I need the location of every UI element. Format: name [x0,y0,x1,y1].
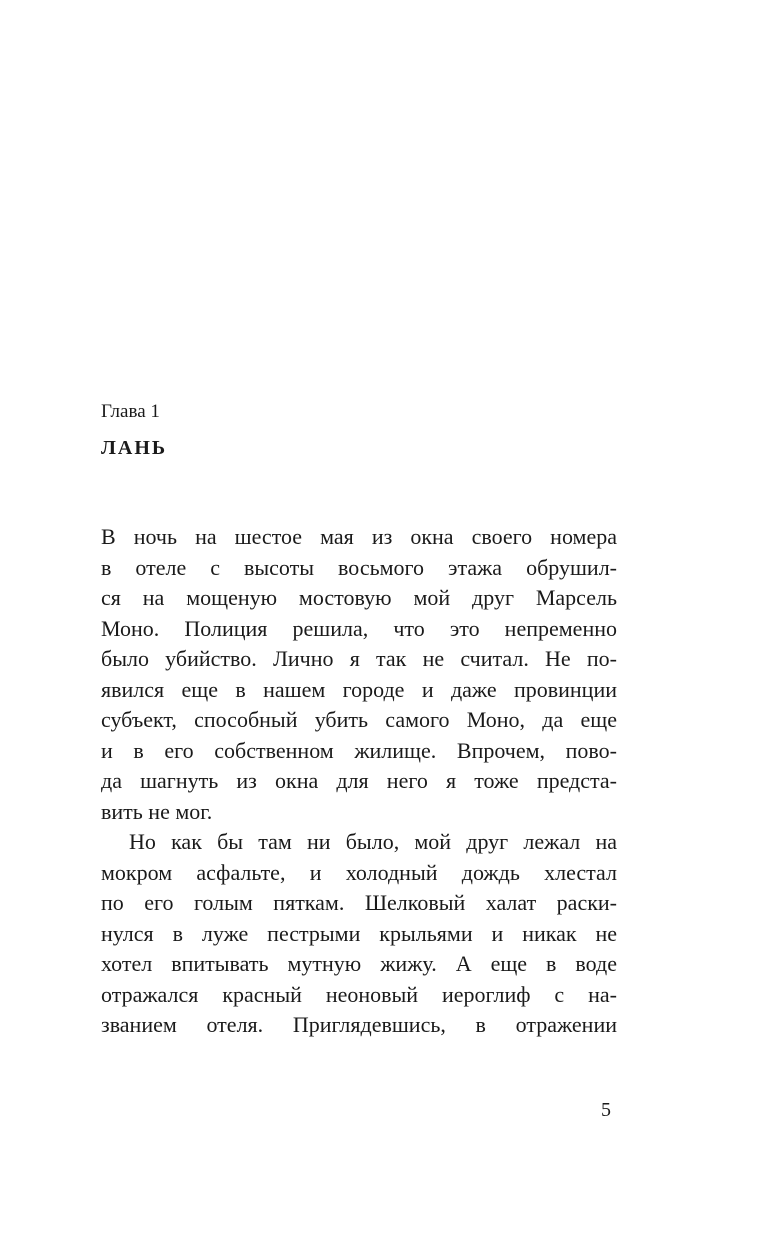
text-line: вить не мог. [101,798,213,824]
text-line: хотел впитывать мутную жижу. А еще в воде [101,951,617,976]
text-line: отражался красный неоновый иероглиф с на- [101,981,617,1007]
text-line: нулся в луже пестрыми крыльями и никак не [101,920,617,946]
body-text [101,522,617,1041]
page-number: 5 [601,1099,611,1121]
text-line: да шагнуть из окна для него я тоже предста- [101,768,617,793]
text-line: по его голым пяткам. Шелковый халат раски- [101,890,617,915]
text-line: субъект, способный убить самого Моно, да еще [101,707,617,732]
text-line: и в его собственном жилище. Впрочем, пово- [101,737,617,763]
text-line: ся на мощеную мостовую мой друг Марсель [101,585,617,610]
chapter-title: ЛАНЬ [101,437,168,459]
text-line: явился еще в нашем городе и даже провинции [101,676,617,702]
text-line: мокром асфальте, и холодный дождь хлестал [101,859,617,885]
text-line: Моно. Полиция решила, что это непременно [101,615,617,641]
text-line: было убийство. Лично я так не считал. Не по- [101,646,617,671]
text-line: В ночь на шестое мая из окна своего номера [101,524,617,549]
text-line: в отеле с высоты восьмого этажа обрушил- [101,554,617,580]
text-line: званием отеля. Приглядевшись, в отражении [101,1012,617,1037]
text-line: Но как бы там ни было, мой друг лежал на [129,829,617,854]
chapter-label: Глава 1 [101,401,160,422]
